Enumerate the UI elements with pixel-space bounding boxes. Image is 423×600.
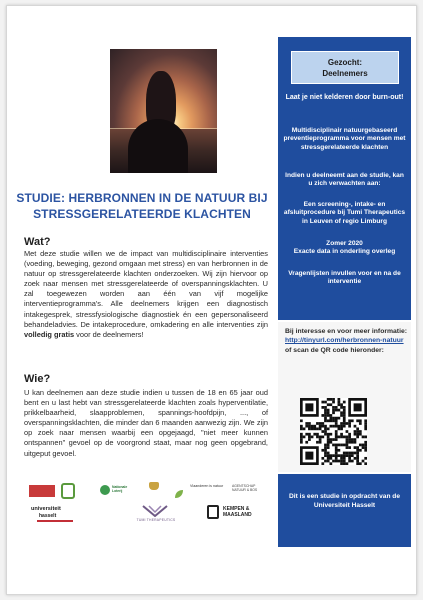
- section-heading-wie: Wie?: [24, 373, 51, 385]
- wanted-badge: Gezocht: Deelnemers: [291, 51, 399, 84]
- sidebar-tagline: Laat je niet kelderen door burn-out!: [285, 94, 404, 101]
- tumi-mark-icon: [140, 505, 170, 517]
- info-link[interactable]: http://tinyurl.com/herbronnen-natuur: [285, 337, 404, 345]
- section-paragraph-wat: Met deze studie willen we de impact van multidisciplinaire interventies (voeding, beweging, gezond omgaan met stress) en van herbronnen in de natuur op stressgerelateerde klachten onderzoeken. Wij zijn hiervoor op zoek naar mensen met stressgerelateerde of overspanningsklachten. U zal toegewezen worden aan één van vijf mogelijke interventieprogramma's. Alle deelnemers krijgen een diagnostisch intakegesprek, stressfysiologische diagnostiek én een gepersonaliseerd behandeladvies. De intakeprocedure, omkadering en alle interventies zijn volledig gratis voor de deelnemers!: [24, 249, 268, 339]
- red-logo: [29, 485, 55, 497]
- crown-logo: [141, 482, 167, 500]
- sidebar-schedule: Zomer 2020 Exacte data in onderling overleg: [293, 240, 396, 256]
- sidebar-footer-text: Dit is een studie in opdracht van de Universiteit Hasselt: [288, 493, 400, 509]
- sunset-photo: [110, 49, 217, 173]
- universiteit-hasselt-logo: universiteit hasselt: [31, 505, 77, 523]
- sidebar-footer-panel: [278, 474, 411, 547]
- section-paragraph-wie: U kan deelnemen aan deze studie indien u tussen de 18 en 65 jaar oud bent en u last hebt van stressgerelateerde klachten zoals hyperventilatie, prikkelbaarheid, slaapproblemen, spannings-hoofdpijn, ..., of overspanningsklachten, die minder dan 6 maanden aanwezig zijn. We zijn op zoek naar mensen waarbij een opgejaagd, "niet meer kunnen ontspannen" gevoel op de voorgrond staat, maar nog geen opgebrand, uitgeput gevoel.: [24, 388, 268, 458]
- qr-code[interactable]: [300, 398, 367, 465]
- vlaanderen-logo: Vlaanderen is natuur: [190, 484, 224, 488]
- nationale-loterij-logo: Nationale Loterij: [100, 484, 136, 498]
- info-text: Bij interesse en voor meer informatie: http://tinyurl.com/herbronnen-natuur of scan de QR code hieronder:: [285, 328, 408, 354]
- section-heading-wat: Wat?: [24, 236, 51, 248]
- leaf-logo: [174, 486, 184, 496]
- agentschap-logo: AGENTSCHAP NATUUR & BOS: [232, 484, 258, 493]
- sidebar-program-description: Multidisciplinair natuurgebaseerd preventieprogramma voor mensen met stressgerelateerde klachten: [283, 127, 406, 151]
- sidebar-procedure: Een screening-, intake- en afsluitprocedure bij Tumi Therapeutics in Leuven of regio Limburg: [283, 201, 406, 225]
- leaf-icon: [174, 489, 184, 499]
- green-square-logo: [61, 483, 75, 499]
- sidebar-questionnaires: Vragenlijsten invullen voor en na de interventie: [288, 270, 401, 286]
- kempen-maasland-logo: KEMPEN & MAASLAND: [207, 505, 265, 523]
- qr-code-graphic: [300, 398, 367, 465]
- sidebar-expectations-intro: Indien u deelneemt aan de studie, kan u zich verwachten aan:: [285, 172, 404, 188]
- study-title: STUDIE: HERBRONNEN IN DE NATUUR BIJ STRESSGERELATEERDE KLACHTEN: [16, 191, 268, 221]
- tumi-therapeutics-logo: TUMI THERAPEUTICS: [140, 504, 170, 516]
